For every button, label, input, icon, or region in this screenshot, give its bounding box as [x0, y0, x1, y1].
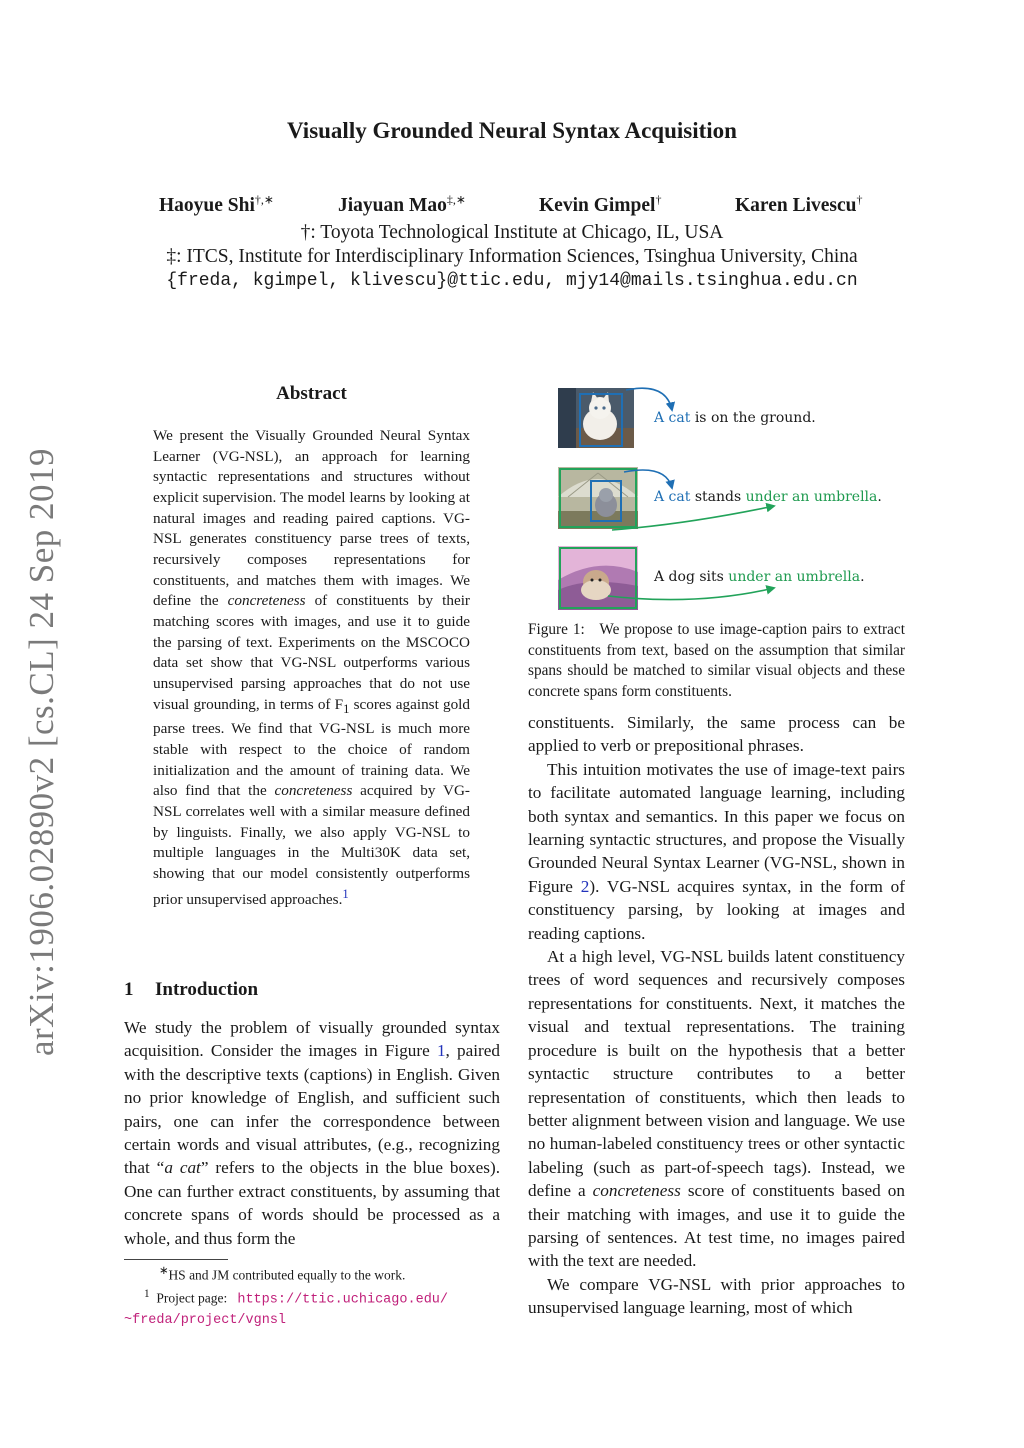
author-1: [159, 192, 274, 217]
caption-text: is on the ground.: [690, 410, 816, 426]
paper-title: Visually Grounded Neural Syntax Acquisition: [287, 118, 737, 143]
figure-ref-link[interactable]: 2: [580, 876, 590, 896]
caption-text: .: [860, 569, 865, 585]
author-emails: {freda, kgimpel, klivescu}@ttic.edu, mjy14@mails.tsinghua.edu.cn: [166, 271, 858, 291]
abstract-text: scores against gold parse trees. We find that VG-NSL is much more stable with respect to the choice of random initialization and the amount of training data. We also find that the: [153, 695, 470, 800]
intro-paragraph: [124, 1016, 500, 1250]
abstract-body: [153, 426, 470, 911]
author-3: [539, 192, 662, 217]
footnote-text: Project page:: [156, 1290, 228, 1306]
affiliation-tsinghua: ‡: ITCS, Institute for Interdisciplinary Information Sciences, Tsinghua University, China: [166, 246, 858, 267]
figure-1-caption: [528, 620, 905, 702]
author-mark: †: [655, 192, 662, 207]
author-mark: ‡,∗: [446, 192, 466, 207]
author-mark: †,∗: [254, 192, 274, 207]
author-name: Karen Livescu: [735, 195, 857, 216]
footnote-ref[interactable]: 1: [342, 887, 349, 902]
f1-subscript: 1: [343, 701, 350, 716]
intro-paragraph: [528, 758, 905, 945]
section-heading: [124, 979, 258, 1001]
figure-caption-line-3: [654, 569, 865, 585]
caption-text: .: [877, 489, 882, 505]
body-text: , paired with the descriptive texts (captions) in English. Given no prior knowledge of English, and sufficient such pairs, one can infer the correspondence between certain words and visual attributes, (e.g., recognizing that “: [124, 1041, 500, 1178]
footnote-mark: 1: [144, 1288, 150, 1300]
section-title: Introduction: [155, 979, 259, 1000]
caption-phrase-blue: A cat: [654, 489, 691, 505]
emphasis: a cat: [164, 1158, 201, 1178]
arxiv-id: arXiv:1906.02890v2 [cs.CL] 24 Sep 2019: [22, 447, 61, 1057]
abstract-text: of constituents by their matching scores with images, and use it to guide the parsing of text. Experiments on the MSCOCO data set show that VG-NSL outperforms various unsupervised parsing approaches that do not use visual grounding, in terms of F: [153, 592, 470, 713]
caption-phrase-green: under an umbrella: [728, 569, 861, 585]
abstract-emphasis: concreteness: [227, 592, 306, 610]
figure-caption-text: We propose to use image-caption pairs to extract constituents from text, based on the assumption that similar spans should be matched to similar visual objects and these concrete spans form constituents.: [528, 621, 905, 700]
intro-paragraph: [528, 945, 905, 1273]
body-text: At a high level, VG-NSL builds latent constituency trees of word sequences and recursively composes representations for constituents. Next, it matches the visual and textual representations. The training procedure is built on the hypothesis that a better syntactic structure contributes to a better representation of constituents, which then leads to better alignment between vision and language. We use no human-labeled constituency trees or other syntactic labeling (such as part-of-speech tags). Instead, we define a: [528, 947, 905, 1201]
figure-ref-link[interactable]: 1: [436, 1041, 446, 1061]
body-text: ” refers to the objects in the blue boxes). One can further extract constituents, by assuming that concrete spans of words should be processed as a whole, and thus form the: [124, 1158, 501, 1248]
author-list: [0, 192, 1024, 221]
body-text: This intuition motivates the use of image-text pairs to facilitate automated language learning, including both syntax and semantics. In this paper we focus on learning syntactic structures, and propose the Visually Grounded Neural Syntax Learner (VG-NSL, shown in Figure: [528, 759, 905, 896]
footnote-1: [124, 1262, 500, 1285]
footnotes: [124, 1262, 500, 1331]
emphasis: concreteness: [592, 1181, 681, 1201]
abstract-text: We present the Visually Grounded Neural Syntax Learner (VG-NSL), an approach for learning syntactic representations and structures without explicit supervision. The model learns by looking at natural images and reading paired captions. VG-NSL generates constituency parse trees of texts, recursively composes representations for constituents, and matches them with images. We define the: [153, 427, 470, 610]
abstract-heading: Abstract: [276, 383, 347, 404]
figure-1: [528, 384, 908, 614]
caption-phrase-green: under an umbrella: [745, 489, 878, 505]
project-url-link-cont[interactable]: ~freda/project/vgnsl: [124, 1313, 287, 1328]
author-name: Jiayuan Mao: [338, 195, 447, 216]
author-mark: †: [856, 192, 863, 207]
project-url-link[interactable]: https://ttic.uchicago.edu/: [237, 1292, 448, 1308]
body-text: ). VG-NSL acquires syntax, in the form of constituency parsing, by looking at images and reading captions.: [528, 876, 906, 943]
footnote-2-cont: [124, 1310, 500, 1331]
footnote-mark: ∗: [159, 1265, 169, 1277]
body-text: score of constituents based on their matching with images, and use it to guide the parsing of sentences. At test time, no images paired with the text are needed.: [528, 1181, 905, 1271]
footnote-text: HS and JM contributed equally to the work.: [168, 1267, 406, 1283]
abstract-emphasis: concreteness: [274, 782, 353, 800]
abstract-text: acquired by VG-NSL correlates well with a similar measure defined by linguists. Finally, we also apply VG-NSL to multiple languages in the Multi30K data set, showing that our model consistently outperforms prior unsupervised approaches.: [153, 782, 470, 909]
footnote-rule: [124, 1259, 228, 1260]
figure-caption-line-2: [654, 489, 882, 505]
figure-caption-line-1: [654, 410, 816, 426]
footnote-2: [124, 1285, 500, 1310]
body-text: We study the problem of visually grounded syntax acquisition. Consider the images in Figure: [124, 1018, 500, 1061]
author-4: [735, 192, 863, 217]
caption-phrase-blue: A cat: [654, 410, 691, 426]
caption-text: stands: [690, 489, 746, 505]
intro-left-column: [124, 1016, 500, 1250]
intro-paragraph: constituents. Similarly, the same process can be applied to verb or prepositional phrases.: [528, 713, 905, 756]
caption-text: A dog sits: [654, 569, 729, 585]
figure-label: Figure 1:: [528, 621, 585, 638]
affiliation-ttic: †: Toyota Technological Institute at Chicago, IL, USA: [300, 222, 724, 243]
author-name: Haoyue Shi: [159, 195, 255, 216]
author-2: [338, 192, 466, 217]
intro-right-column: [528, 711, 905, 1320]
section-number: 1: [124, 979, 134, 1000]
author-name: Kevin Gimpel: [539, 195, 656, 216]
intro-paragraph: We compare VG-NSL with prior approaches to unsupervised language learning, most of which: [528, 1274, 905, 1318]
